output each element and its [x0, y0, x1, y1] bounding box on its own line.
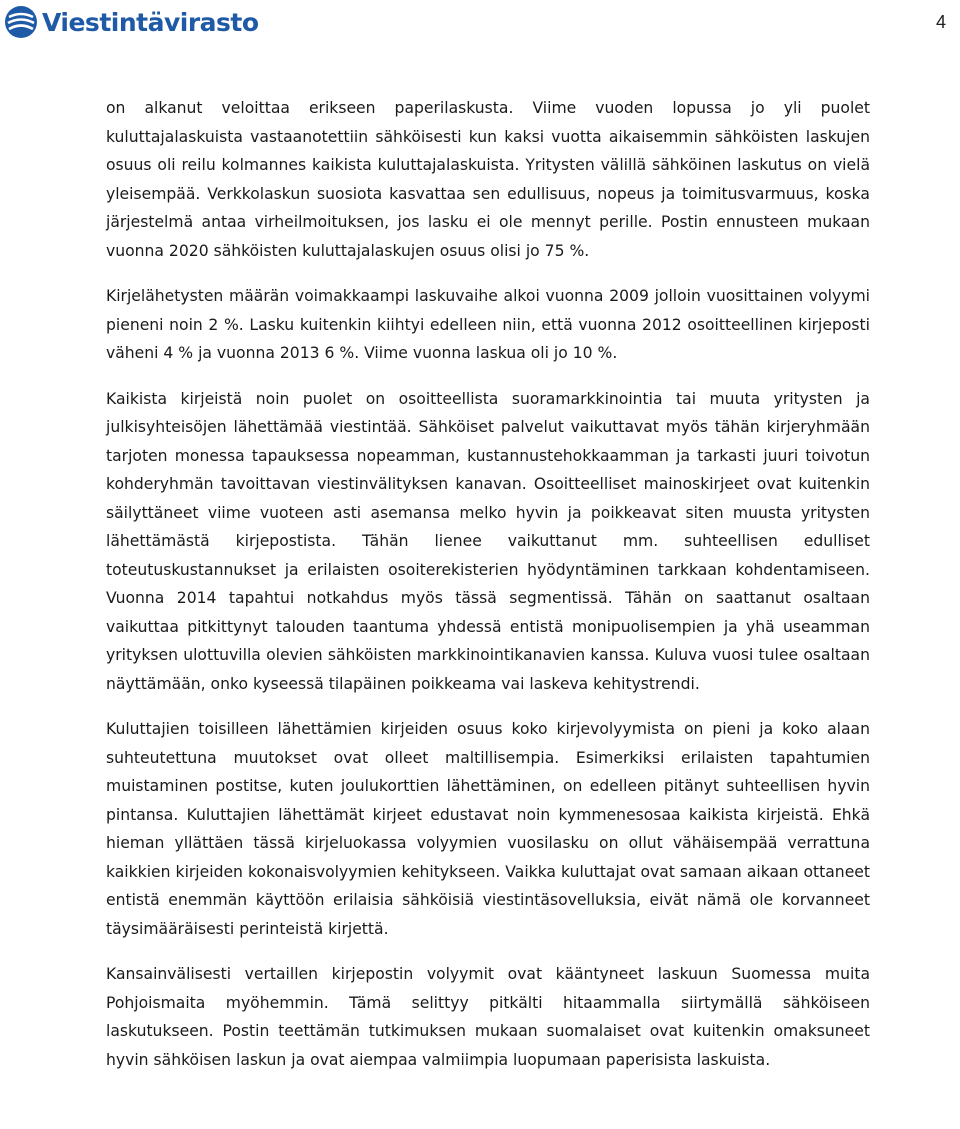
- logo-text: Viestintävirasto: [42, 7, 259, 37]
- body-text: [106, 94, 870, 1091]
- header-logo: [4, 2, 259, 42]
- page-number: 4: [935, 12, 946, 32]
- viestintavirasto-logo-icon: [4, 5, 38, 39]
- paragraph-1: on alkanut veloittaa erikseen paperilaskusta. Viime vuoden lopussa jo yli puolet kuluttajalaskuista vastaanotettiin sähköisesti kun kaksi vuotta aikaisemmin sähköisten laskujen osuus oli reilu kolmannes kaikista kuluttajalaskuista. Yritysten välillä sähköinen laskutus on vielä yleisempää. Verkkolaskun suosiota kasvattaa sen edullisuus, nopeus ja toimitusvarmuus, koska järjestelmä antaa virheilmoituksen, jos lasku ei ole mennyt perille. Postin ennusteen mukaan vuonna 2020 sähköisten kuluttajalaskujen osuus olisi jo 75 %.: [106, 99, 870, 260]
- paragraph-4: Kuluttajien toisilleen lähettämien kirjeiden osuus koko kirjevolyymista on pieni ja koko alaan suhteutettuna muutokset ovat olleet maltillisempia. Esimerkiksi erilaisten tapahtumien muistaminen postitse, kuten joulukorttien lähettäminen, on edelleen pitänyt suhteellisen hyvin pintansa. Kuluttajien lähettämät kirjeet edustavat noin kymmenesosaa kaikista kirjeistä. Ehkä hieman yllättäen tässä kirjeluokassa volyymien vuosilasku on ollut vähäisempää verrattuna kaikkien kirjeiden kokonaisvolyymien kehitykseen. Vaikka kuluttajat ovat samaan aikaan ottaneet entistä enemmän käyttöön erilaisia sähköisiä viestintäsovelluksia, eivät nämä ole korvanneet täysimääräisesti perinteistä kirjettä.: [106, 720, 870, 938]
- paragraph-2: Kirjelähetysten määrän voimakkaampi laskuvaihe alkoi vuonna 2009 jolloin vuosittainen volyymi pieneni noin 2 %. Lasku kuitenkin kiihtyi edelleen niin, että vuonna 2012 osoitteellinen kirjeposti väheni 4 % ja vuonna 2013 6 %. Viime vuonna laskua oli jo 10 %.: [106, 287, 870, 362]
- paragraph-5: Kansainvälisesti vertaillen kirjepostin volyymit ovat kääntyneet laskuun Suomessa muita Pohjoismaita myöhemmin. Tämä selittyy pitkälti hitaammalla siirtymällä sähköiseen laskutukseen. Postin teettämän tutkimuksen mukaan suomalaiset ovat kuitenkin omaksuneet hyvin sähköisen laskun ja ovat aiempaa valmiimpia luopumaan paperisista laskuista.: [106, 965, 870, 1069]
- paragraph-3: Kaikista kirjeistä noin puolet on osoitteellista suoramarkkinointia tai muuta yritysten ja julkisyhteisöjen lähettämää viestintää. Sähköiset palvelut vaikuttavat myös tähän kirjeryhmään tarjoten monessa tapauksessa nopeamman, kustannustehokkaamman ja tarkasti juuri toivotun kohderyhmän tavoittavan viestinvälityksen kanavan. Osoitteelliset mainoskirjeet ovat kuitenkin säilyttäneet viime vuoteen asti asemansa melko hyvin ja poikkeavat siten muusta yritysten lähettämästä kirjepostista. Tähän lienee vaikuttanut mm. suhteellisen edulliset toteutuskustannukset ja erilaisten osoiterekisterien hyödyntäminen tarkkaan kohdentamiseen. Vuonna 2014 tapahtui notkahdus myös tässä segmentissä. Tähän on saattanut osaltaan vaikuttaa pitkittynyt talouden taantuma yhdessä entistä monipuolisempien ja yhä useamman yrityksen ulottuvilla olevien sähköisten markkinointikanavien kanssa. Kuluva vuosi tulee osaltaan näyttämään, onko kyseessä tilapäinen poikkeama vai laskeva kehitystrendi.: [106, 389, 870, 693]
